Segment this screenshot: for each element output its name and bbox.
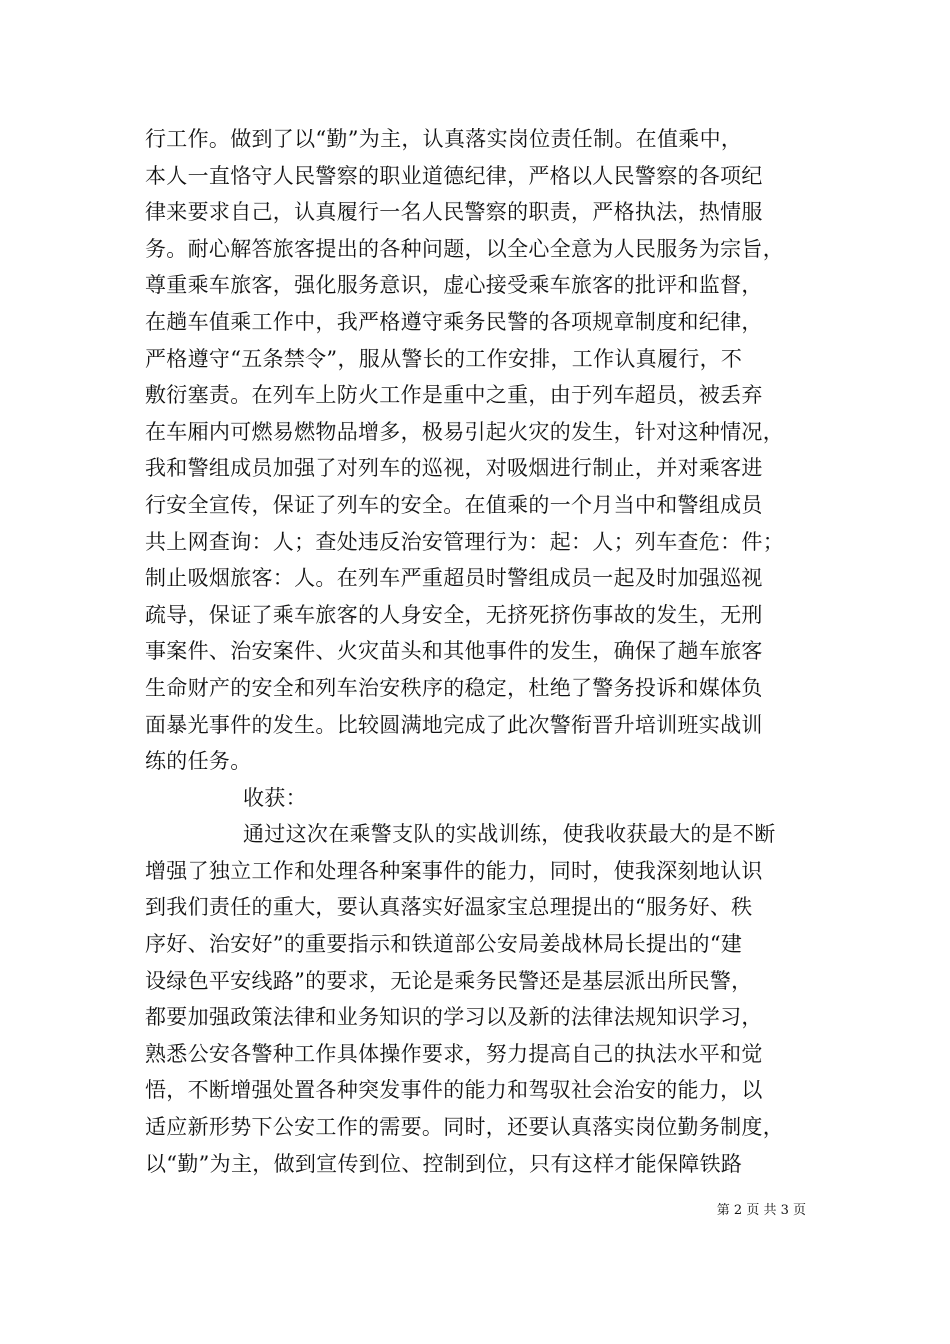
text-line: 疏导，保证了乘车旅客的人身安全，无挤死挤伤事故的发生，无刑 [145,602,763,627]
document-body [145,121,835,1182]
text-line: 面暴光事件的发生。比较圆满地完成了此次警衔晋升培训班实战训 [145,712,763,737]
text-line: 务。耐心解答旅客提出的各种问题，以全心全意为人民服务为宗旨， [145,236,784,261]
text-line: 序好、治安好”的重要指示和铁道部公安局姜战林局长提出的“建 [145,932,743,957]
text-line: 在趟车值乘工作中，我严格遵守乘务民警的各项规章制度和纪律， [145,309,763,334]
text-line: 本人一直恪守人民警察的职业道德纪律，严格以人民警察的各项纪 [145,163,763,188]
text-line: 悟，不断增强处置各种突发事件的能力和驾驭社会治安的能力，以 [145,1078,763,1103]
text-line: 练的任务。 [145,749,252,774]
text-line: 熟悉公安各警种工作具体操作要求，努力提高自己的执法水平和觉 [145,1041,763,1066]
text-line: 到我们责任的重大，要认真落实好温家宝总理提出的“服务好、秩 [145,895,753,920]
text-line: 通过这次在乘警支队的实战训练，使我收获最大的是不断 [243,822,776,847]
section-heading-harvest: 收获： [243,785,307,810]
text-line: 生命财产的安全和列车治安秩序的稳定，杜绝了警务投诉和媒体负 [145,675,763,700]
text-line: 以“勤”为主，做到宣传到位、控制到位，只有这样才能保障铁路 [145,1151,743,1176]
text-line: 共上网查询：人；查处违反治安管理行为：起：人；列车查危：件； [145,529,784,554]
text-line: 都要加强政策法律和业务知识的学习以及新的法律法规知识学习， [145,1005,763,1030]
text-line: 设绿色平安线路”的要求，无论是乘务民警还是基层派出所民警， [145,968,753,993]
text-line: 增强了独立工作和处理各种案事件的能力，同时，使我深刻地认识 [145,858,763,883]
text-line: 在车厢内可燃易燃物品增多，极易引起火灾的发生，针对这种情况， [145,419,784,444]
text-line: 制止吸烟旅客：人。在列车严重超员时警组成员一起及时加强巡视 [145,566,763,591]
page-number: 第 2 页 共 3 页 [716,1203,806,1218]
text-line: 严格遵守“五条禁令”，服从警长的工作安排，工作认真履行，不 [145,346,743,371]
text-line: 律来要求自己，认真履行一名人民警察的职责，严格执法，热情服 [145,200,763,225]
text-line: 行安全宣传，保证了列车的安全。在值乘的一个月当中和警组成员 [145,492,763,517]
text-line: 尊重乘车旅客，强化服务意识，虚心接受乘车旅客的批评和监督， [145,273,763,298]
text-line: 适应新形势下公安工作的需要。同时，还要认真落实岗位勤务制度， [145,1115,784,1140]
text-line: 敷衍塞责。在列车上防火工作是重中之重，由于列车超员，被丢弃 [145,383,763,408]
text-line: 行工作。做到了以“勤”为主，认真落实岗位责任制。在值乘中， [145,127,743,151]
text-line: 事案件、治安案件、火灾苗头和其他事件的发生，确保了趟车旅客 [145,639,763,664]
text-line: 我和警组成员加强了对列车的巡视，对吸烟进行制止，并对乘客进 [145,456,763,481]
